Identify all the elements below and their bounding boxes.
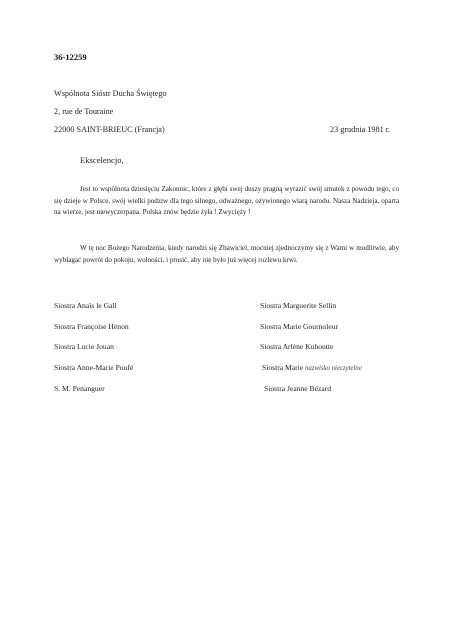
- body-paragraph-1-text: Jest to wspólnota dziesięciu Zakonnic, które z głębi swej duszy pragną wyrazić swój smutek z powodu tego, co się dzieje w Polsce, swój wielki podziw dla tego silnego, odważnego, ożywionego wiarą narodu. Nasza Nadzieja, oparta na wierze, jest niewyczerpana. Polska znów będzie żyła ! Zwycięży !: [54, 185, 399, 217]
- reference-number: 36-12259: [54, 52, 87, 62]
- signature-left-4: Siostra Anne-Marie Poufé: [54, 363, 134, 372]
- signature-left-3: Siostra Lucie Jouan: [54, 342, 114, 351]
- signature-right-4: [262, 364, 362, 373]
- signature-right-4-name: Siostra Marie: [262, 363, 304, 372]
- signature-right-2-name: Siostra Marie Gournoleur: [260, 322, 339, 331]
- signature-right-3: [260, 343, 333, 351]
- sender-name: Wspólnota Sióstr Ducha Świętego: [54, 89, 167, 98]
- signature-right-1-name: Siostra Marguerite Sellin: [260, 301, 337, 310]
- signature-right-3-name: Siostra Arlène Kuhoutte: [260, 342, 334, 351]
- illegible-surname-note: nazwisko nieczytelne: [305, 365, 362, 372]
- body-paragraph-2: [54, 243, 399, 266]
- sender-city: 22000 SAINT-BRIEUC (Francja): [54, 125, 165, 134]
- signature-left-2: Siostra Françoise Hénon: [54, 322, 129, 331]
- signature-right-5: [264, 385, 331, 393]
- body-paragraph-1: [54, 184, 399, 219]
- body-paragraph-2-text: W tę noc Bożego Narodzenia, kiedy narodzi się Zbawiciel, mocniej zjednoczymy się z Wami w modlitwie, aby wybłagać powrót do pokoju, wolności, i prosić, aby nie było już więcej rozlewu krwi.: [54, 244, 399, 264]
- signature-right-5-name: Siostra Jeanne Bézard: [264, 384, 332, 393]
- signature-right-2: [260, 323, 338, 331]
- salutation: Ekscelencjo,: [80, 155, 124, 165]
- signature-right-1: [260, 302, 336, 310]
- sender-street: 2, rue de Touraine: [54, 107, 114, 116]
- signature-left-1: Siostra Anaïs le Gall: [54, 301, 117, 310]
- letter-date: 23 grudnia 1981 r.: [330, 125, 391, 134]
- signature-left-5: S. M. Penanguer: [54, 384, 105, 393]
